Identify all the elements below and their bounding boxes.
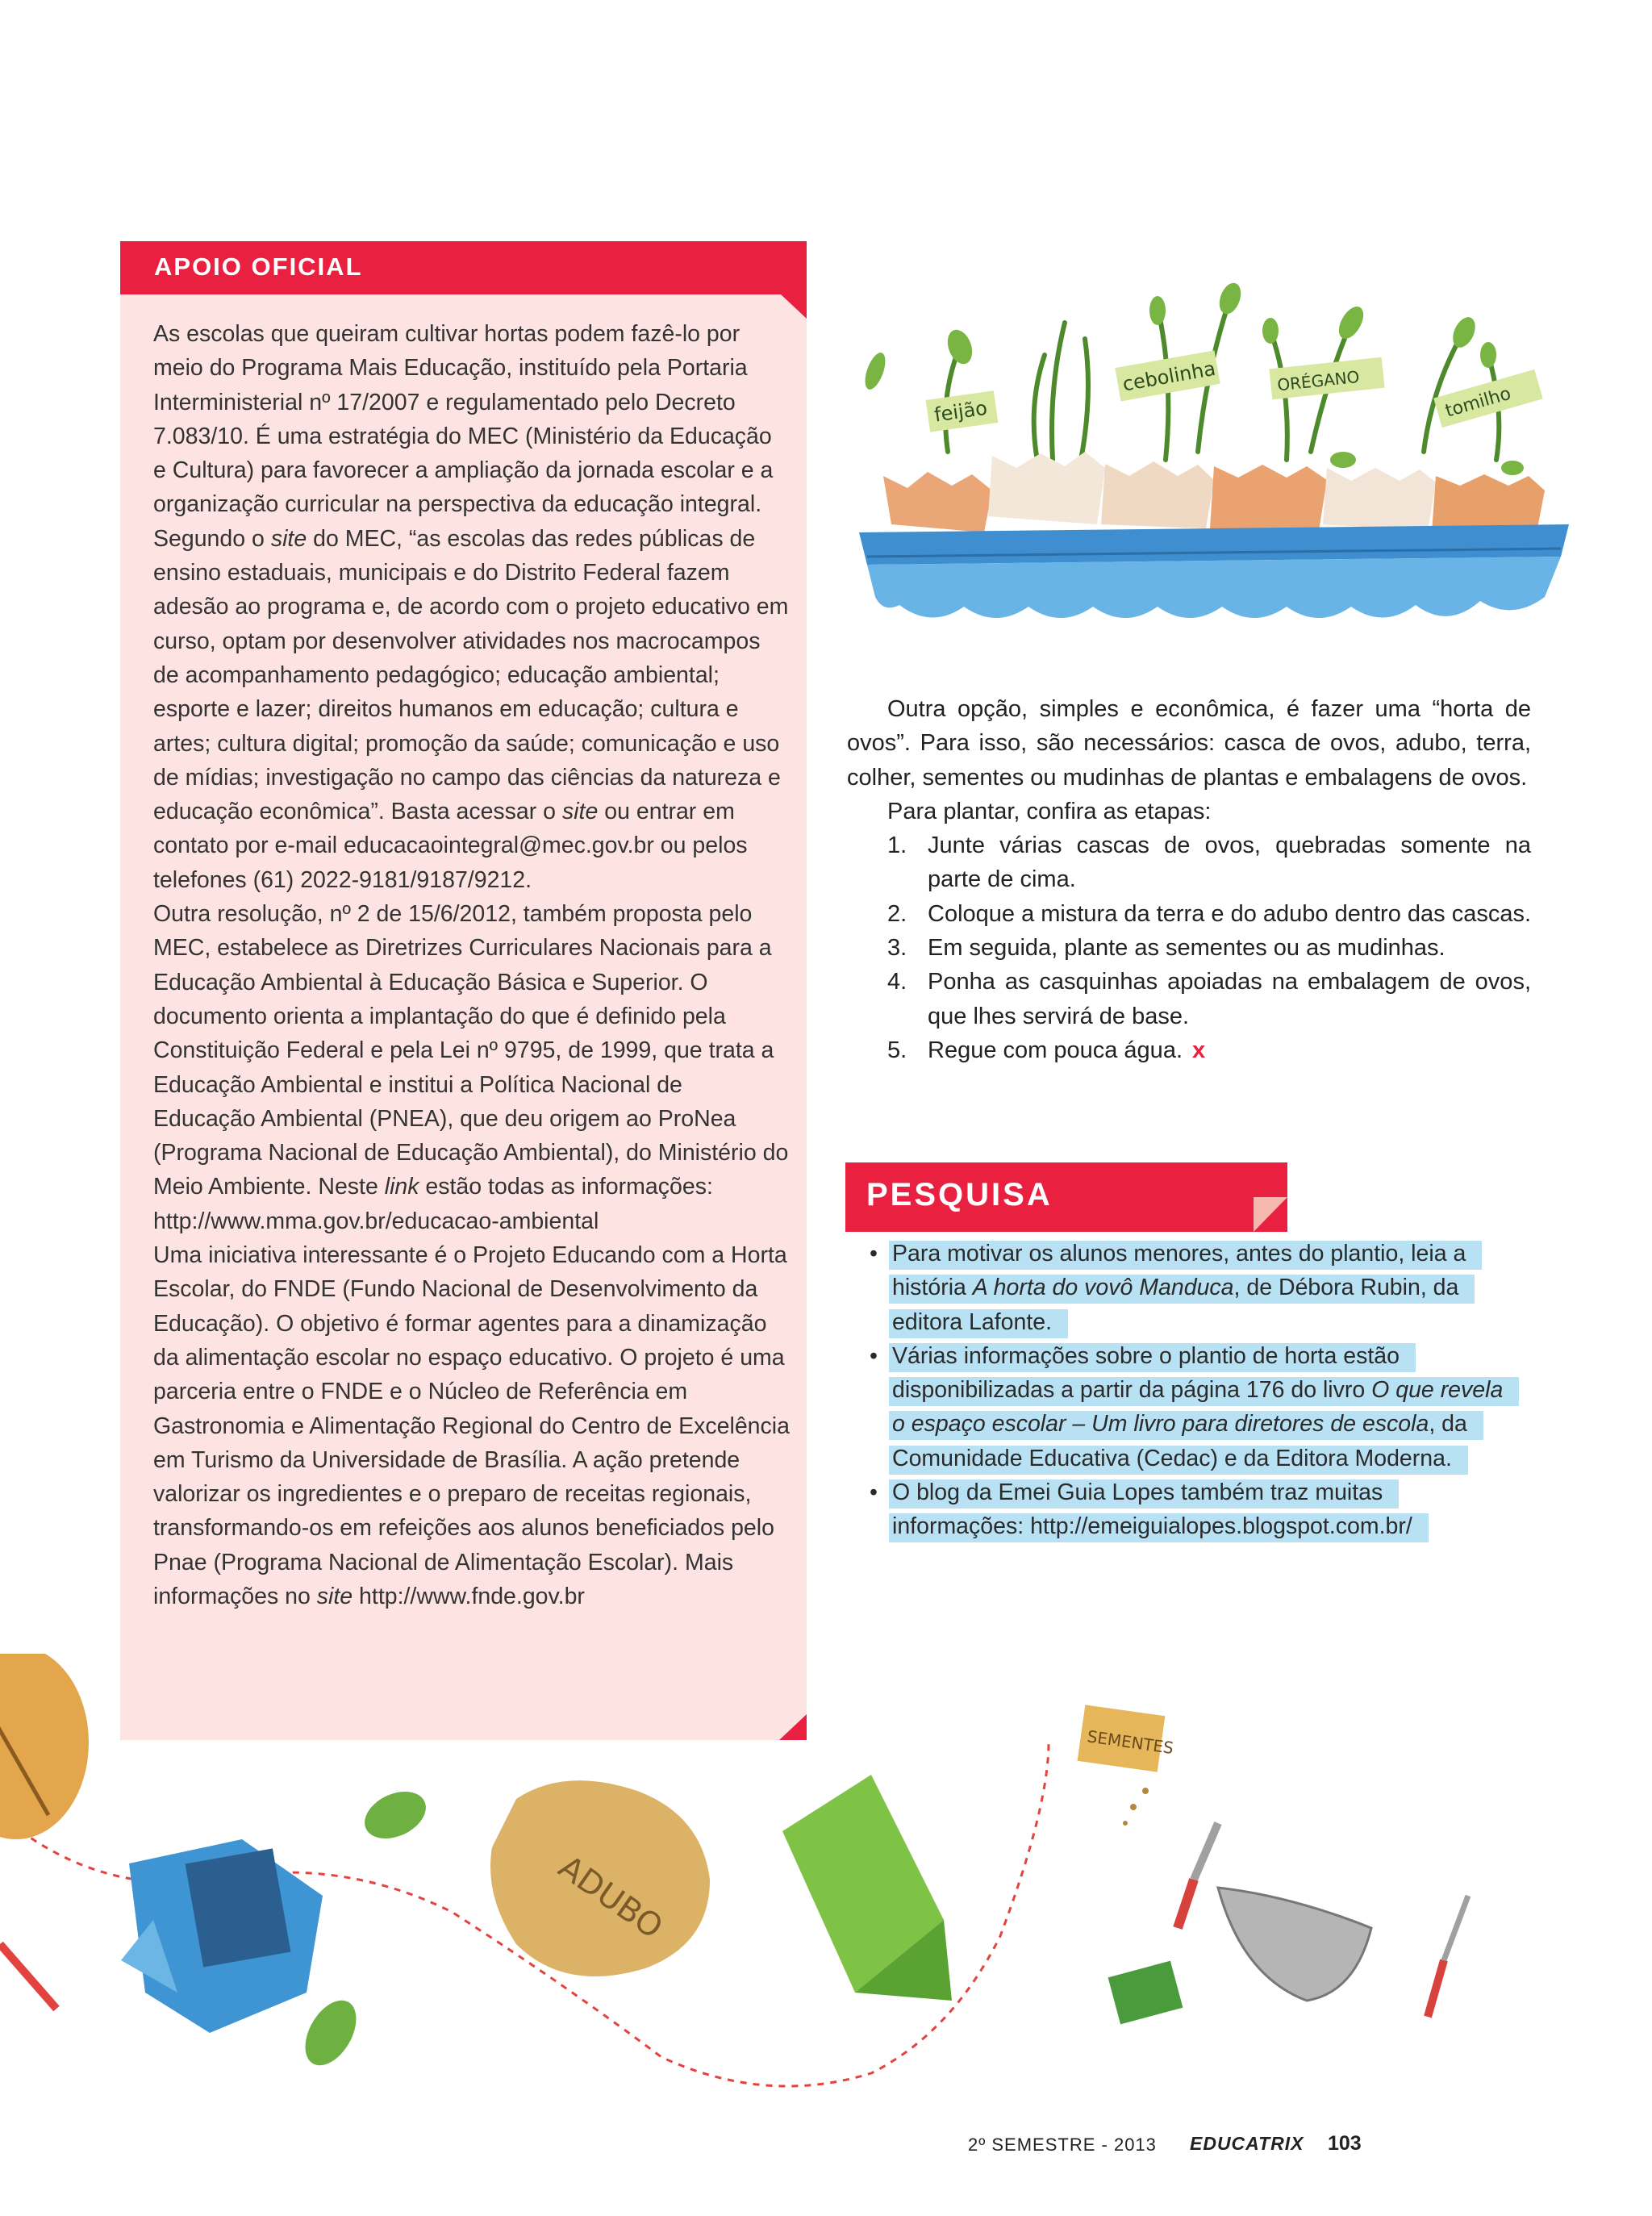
bottom-illustration [0,1654,1652,2122]
list-item: 1. Junte várias cascas de ovos, quebradas somente na parte de cima. [887,833,1531,893]
horta-de-ovos-section [847,692,1531,1067]
header-fold-corner [781,294,807,319]
apoio-paragraph-1: As escolas que queiram cultivar hortas podem fazê-lo por meio do Programa Mais Educação, instituído pela Portaria Interministerial nº 17/2007 e regulamentado pelo Decreto 7.083/10. É uma estratégia do MEC (Ministério da Educação e Cultura) para favorecer a ampliação da jornada escolar e a organização curricular na perspectiva da educação integral. [153,321,774,518]
straw-hat-icon [0,1654,89,2009]
sack-label: ADUBO [551,1848,670,1947]
plant-stems-icon [945,298,1499,460]
list-item: • Várias informações sobre o plantio de horta estão disponibilizadas a partir da página 176 do livro O que revela o espaço escolar – Um livro para diretores de escola, da Comunidade Educativa (Cedac) e da Editora Moderna. [845,1339,1507,1475]
list-item: 2. Coloque a mistura da terra e do adubo dentro das cascas. [887,900,1532,927]
page-footer [968,2130,1371,2162]
list-item: • Para motivar os alunos menores, antes do plantio, leia a história A horta do vovô Manduca, de Débora Rubin, da editora Lafonte. [845,1237,1507,1339]
apoio-oficial-title: APOIO OFICIAL [154,252,363,281]
seed-packet-label: SEMENTES [1086,1726,1175,1759]
apoio-oficial-header [120,241,807,294]
page-number: 103 [1328,2132,1362,2155]
list-item: 4. Ponha as casquinhas apoiadas na embalagem de ovos, que lhes servirá de base. [887,969,1531,1029]
apoio-oficial-text [153,317,791,1613]
egg-carton-icon [859,524,1569,618]
fork-icon [1428,1896,1468,2017]
label-oregano: ORÉGANO [1276,366,1361,395]
pesquisa-title: PESQUISA [866,1177,1053,1212]
footer-semester: 2º SEMESTRE - 2013 [968,2135,1157,2155]
gardening-gloves-icon [121,1839,323,2033]
apoio-paragraph-4: Uma iniciativa interessante é o Projeto Educando com a Horta Escolar, do FNDE (Fundo Nacional de Desenvolvimento da Educação). O objetivo é formar agentes para a dinamização da alimentação escolar no espaço educativo. O projeto é uma parceria entre o FNDE e o Núcleo de Referência em Gastronomia e Alimentação Regional do Centro de Excelência em Turismo da Universidade de Brasília. A ação pretende valorizar os ingredientes e o preparo de receitas regionais, transformando-os em refeições aos alunos beneficiados pelo Pnae (Programa Nacional de Alimentação Escolar). Mais informações no site http://www.fnde.gov.br [153,1242,790,1609]
egg-carton-illustration [851,274,1585,645]
label-tomilho: tomilho [1443,383,1513,422]
list-item: • O blog da Emei Guia Lopes também traz muitas informações: http://emeiguialopes.blogspot.com.br/ [845,1475,1507,1544]
fertilizer-sack-icon [490,1780,710,1976]
horta-intro: Outra opção, simples e econômica, é fazer uma “horta de ovos”. Para isso, são necessários: casca de ovos, adubo, terra, colher, sementes ou mudinhas de plantas e embalagens de ovos. [847,696,1531,791]
egg-shells-icon [883,452,1545,532]
horta-lead: Para plantar, confira as etapas: [887,798,1212,824]
watering-book-icon [782,1775,952,2001]
apoio-paragraph-2: Segundo o site do MEC, “as escolas das redes públicas de ensino estaduais, municipais e do Distrito Federal fazem adesão ao programa e, de acordo com o projeto educativo em curso, optam por desenvolver atividades nos macrocampos de acompanhamento pedagógico; educação ambiental; esporte e lazer; direitos humanos em educação; cultura e artes; cultura digital; promoção da saúde; comunicação e uso de mídias; investigação no campo das ciências da natureza e educação econômica”. Basta acessar o site ou entrar em contato por e-mail educacaointegral@mec.gov.br ou pelos telefones (61) 2022-9181/9187/9212. [153,525,789,893]
pesquisa-list [845,1237,1507,1544]
seed-packet-icon [1078,1705,1175,1826]
list-item: 5. Regue com pouca água. x [887,1037,1206,1063]
pesquisa-fold-corner [1254,1197,1287,1232]
label-cebolinha: cebolinha [1120,357,1218,396]
planting-steps-list [847,828,1531,1067]
footer-brand-logo: EDUCATRIX [1190,2133,1304,2154]
end-mark: x [1192,1037,1206,1063]
knife-icon [1178,1823,1218,1928]
pesquisa-header [845,1162,1287,1232]
label-feijao: feijão [932,396,989,427]
list-item: 3. Em seguida, plante as sementes ou as mudinhas. [887,935,1446,962]
apoio-paragraph-3: Outra resolução, nº 2 de 15/6/2012, também proposta pelo MEC, estabelece as Diretrizes Curriculares Nacionais para a Educação Ambiental à Educação Básica e Superior. O documento orienta a implantação do que é definido pela Constituição Federal e pela Lei nº 9795, de 1999, que trata a Educação Ambiental e institui a Política Nacional de Educação Ambiental (PNEA), que deu origem ao ProNea (Programa Nacional de Educação Ambiental), do Ministério do Meio Ambiente. Neste link estão todas as informações: http://www.mma.gov.br/educacao-ambiental [153,901,789,1234]
eraser-icon [1108,1961,1183,2025]
baking-pan-icon [1218,1888,1371,2001]
